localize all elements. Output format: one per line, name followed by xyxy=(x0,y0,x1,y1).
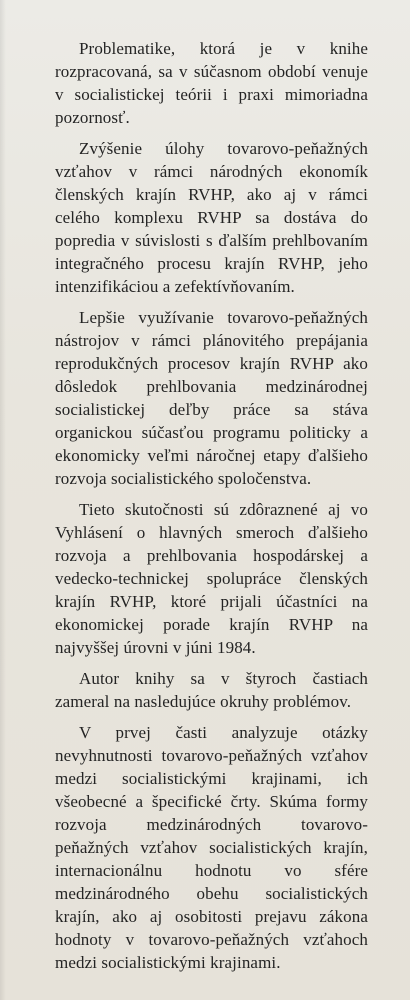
paragraph-3: Lepšie využívanie tovarovo-peňažných nástrojov v rámci plánovitého prepájania reprodukčných procesov krajín RVHP ako dôsledok prehlbovania medzinárodnej socialistickej deľby práce sa stáva organickou súčasťou programu politicky a ekonomicky veľmi náročnej etapy ďalšieho rozvoja socialistického spoločenstva. xyxy=(55,308,368,488)
paragraph-2: Zvýšenie úlohy tovarovo-peňažných vzťahov v rámci národných ekonomík členských krajín RVHP, ako aj v rámci celého komplexu RVHP sa dostáva do popredia v súvislosti s ďalším prehlbovaním integračného procesu krajín RVHP, jeho intenzifikáciou a zefektívňovaním. xyxy=(55,139,368,296)
paragraph-5: Autor knihy sa v štyroch častiach zameral na nasledujúce okruhy problémov. xyxy=(55,669,368,711)
paragraph-6: V prvej časti analyzuje otázky nevyhnutnosti tovarovo-peňažných vzťahov medzi socialistickými krajinami, ich všeobecné a špecifické črty. Skúma formy rozvoja medzinárodných tovarovo-peňažných vzťahov socialistických krajín, internacionálnu hodnotu vo sfére medzinárodného obehu socialistických krajín, ako aj osobitosti prejavu zákona hodnoty v tovarovo-peňažných vzťahoch medzi socialistickými krajinami. xyxy=(55,723,368,972)
paragraph-1: Problematike, ktorá je v knihe rozpracovaná, sa v súčasnom období venuje v socialistickej teórii i praxi mimoriadna pozornosť. xyxy=(55,39,368,127)
body-text xyxy=(55,37,368,974)
paragraph-4: Tieto skutočnosti sú zdôraznené aj vo Vyhlásení o hlavných smeroch ďalšieho rozvoja a prehlbovania hospodárskej a vedecko-technickej spolupráce členských krajín RVHP, ktoré prijali účastníci na ekonomickej porade krajín RVHP na najvyššej úrovni v júni 1984. xyxy=(55,500,368,657)
